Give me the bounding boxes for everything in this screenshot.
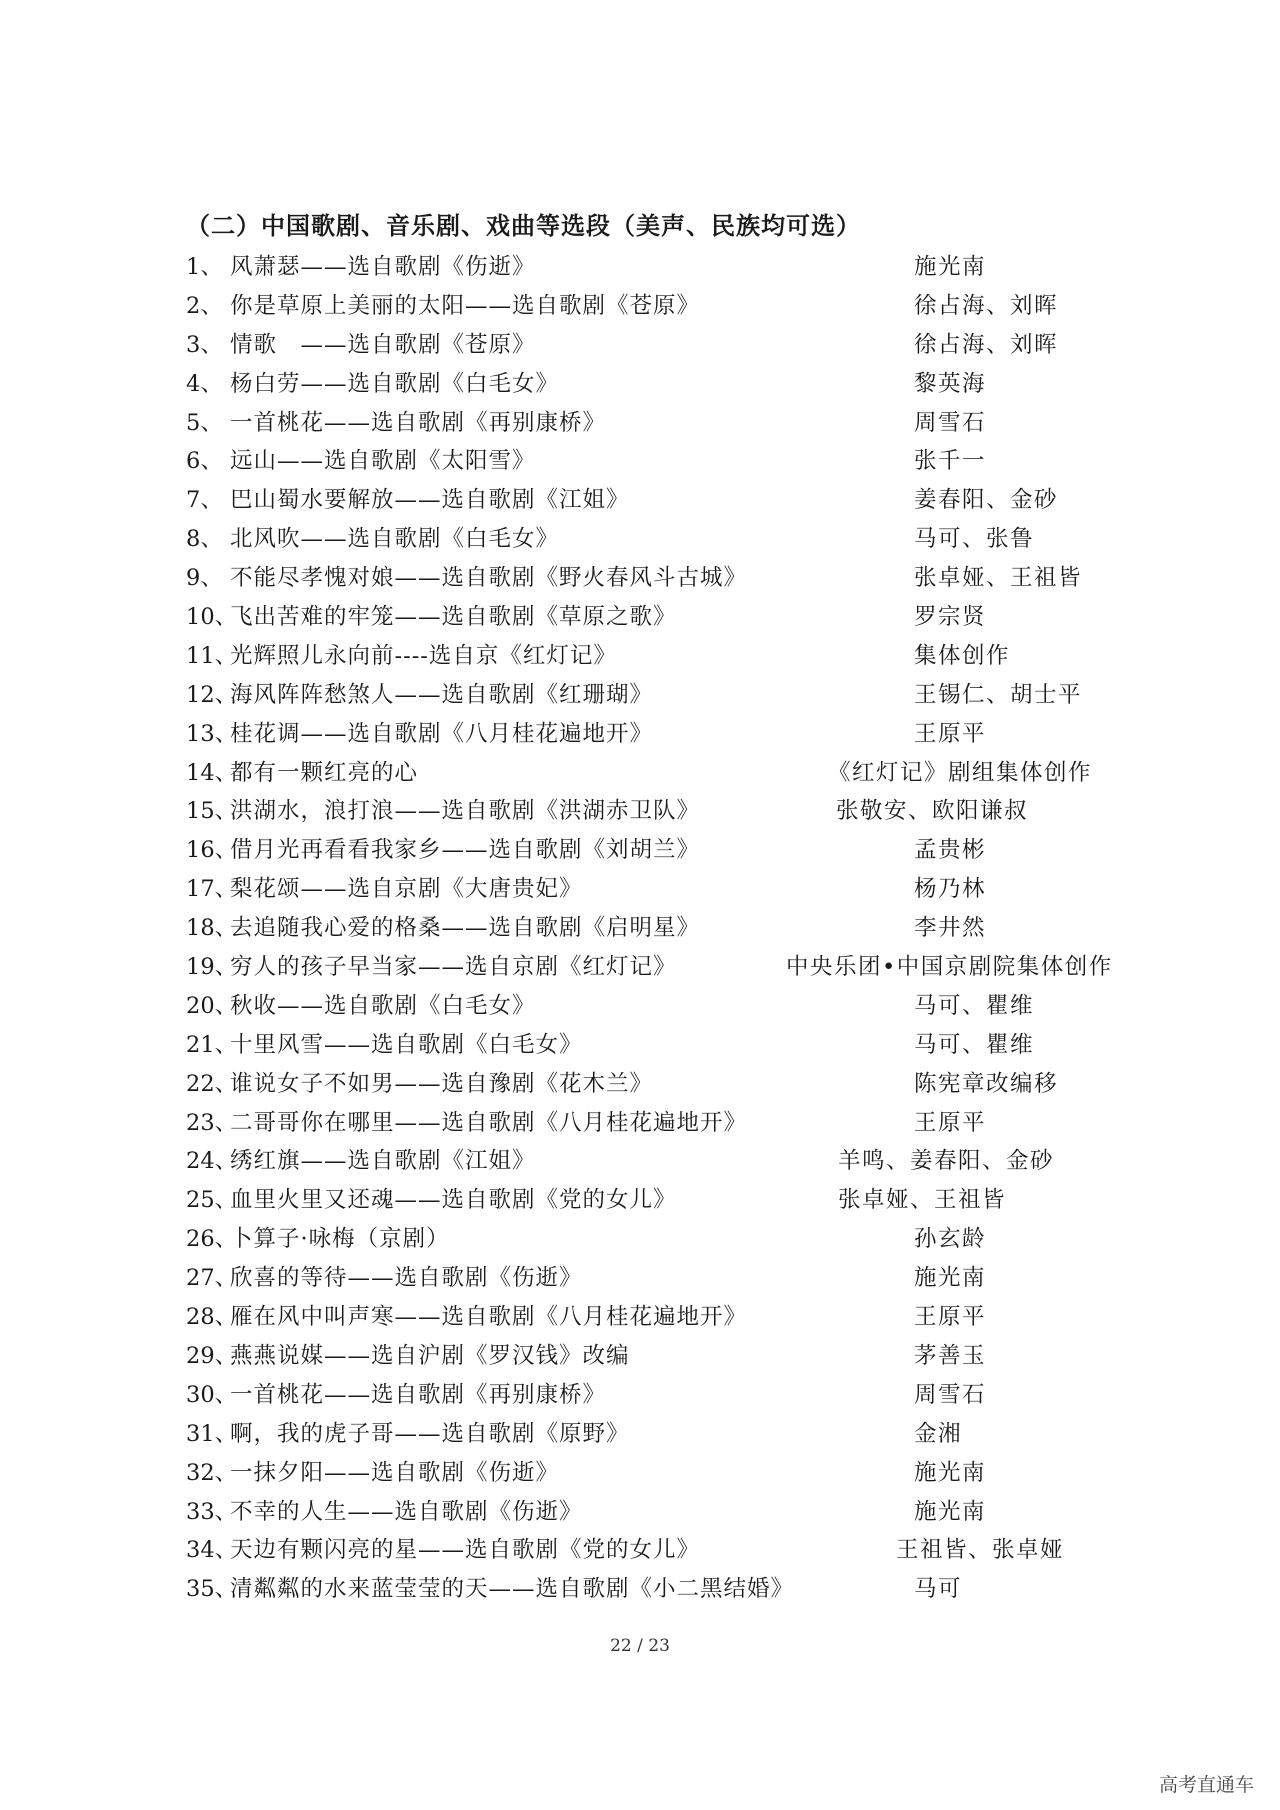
item-author: 马可、瞿维 bbox=[914, 992, 1035, 1019]
item-title: 海风阵阵愁煞人——选自歌剧《红珊瑚》 bbox=[230, 681, 654, 708]
list-item bbox=[186, 948, 1146, 987]
list-item bbox=[186, 520, 1146, 559]
page-number: 22 / 23 bbox=[610, 1636, 670, 1656]
item-number: 34、 bbox=[186, 1537, 238, 1564]
item-title: 一抹夕阳——选自歌剧《伤逝》 bbox=[230, 1459, 560, 1486]
list-item bbox=[186, 1181, 1146, 1220]
section-heading: （二）中国歌剧、音乐剧、戏曲等选段（美声、民族均可选） bbox=[186, 212, 861, 240]
list-item bbox=[186, 598, 1146, 637]
list-item bbox=[186, 442, 1146, 481]
item-author: 王祖皆、张卓娅 bbox=[896, 1537, 1065, 1564]
item-number: 11、 bbox=[186, 642, 238, 669]
list-item bbox=[186, 676, 1146, 715]
list-item bbox=[186, 1415, 1146, 1454]
item-title: 远山——选自歌剧《太阳雪》 bbox=[230, 448, 536, 475]
item-title: 风萧瑟——选自歌剧《伤逝》 bbox=[230, 254, 536, 280]
list-item bbox=[186, 637, 1146, 676]
item-number: 4、 bbox=[186, 370, 223, 397]
item-number: 21、 bbox=[186, 1031, 238, 1058]
item-title: 秋收——选自歌剧《白毛女》 bbox=[230, 992, 536, 1019]
item-title: 雁在风中叫声寒——选自歌剧《八月桂花遍地开》 bbox=[230, 1304, 748, 1331]
item-author: 马可 bbox=[914, 1576, 963, 1603]
list-item bbox=[186, 715, 1146, 754]
item-author: 王锡仁、胡士平 bbox=[914, 681, 1083, 708]
item-title: 你是草原上美丽的太阳——选自歌剧《苍原》 bbox=[230, 292, 701, 319]
list-item bbox=[186, 1454, 1146, 1493]
item-title: 去追随我心爱的格桑——选自歌剧《启明星》 bbox=[230, 915, 701, 942]
item-author: 陈宪章改编移 bbox=[914, 1070, 1059, 1097]
list-item bbox=[186, 1493, 1146, 1532]
item-author: 黎英海 bbox=[914, 370, 987, 397]
item-number: 33、 bbox=[186, 1498, 238, 1525]
item-number: 14、 bbox=[186, 759, 238, 786]
item-title: 光辉照儿永向前----选自京《红灯记》 bbox=[230, 642, 617, 669]
item-author: 马可、瞿维 bbox=[914, 1031, 1035, 1058]
item-title: 啊，我的虎子哥——选自歌剧《原野》 bbox=[230, 1420, 630, 1447]
item-number: 17、 bbox=[186, 876, 238, 903]
item-title: 十里风雪——选自歌剧《白毛女》 bbox=[230, 1031, 583, 1058]
item-author: 王原平 bbox=[914, 1304, 987, 1331]
item-author: 茅善玉 bbox=[914, 1342, 987, 1369]
item-title: 洪湖水，浪打浪——选自歌剧《洪湖赤卫队》 bbox=[230, 798, 701, 825]
list-item bbox=[186, 559, 1146, 598]
item-author: 中央乐团•中国京剧院集体创作 bbox=[786, 954, 1113, 981]
item-number: 23、 bbox=[186, 1109, 238, 1136]
item-author: 施光南 bbox=[914, 1265, 987, 1292]
item-title: 血里火里又还魂——选自歌剧《党的女儿》 bbox=[230, 1187, 677, 1214]
item-number: 26、 bbox=[186, 1226, 238, 1253]
item-author: 集体创作 bbox=[914, 642, 1011, 669]
item-title: 飞出苦难的牢笼——选自歌剧《草原之歌》 bbox=[230, 604, 677, 631]
item-number: 16、 bbox=[186, 837, 238, 864]
item-author: 徐占海、刘晖 bbox=[914, 331, 1059, 358]
item-title: 谁说女子不如男——选自豫剧《花木兰》 bbox=[230, 1070, 654, 1097]
item-author: 周雪石 bbox=[914, 1381, 987, 1408]
item-author: 马可、张鲁 bbox=[914, 526, 1035, 553]
watermark: 高考直通车 bbox=[1158, 1774, 1254, 1796]
item-title: 燕燕说媒——选自沪剧《罗汉钱》改编 bbox=[230, 1342, 630, 1369]
item-title: 二哥哥你在哪里——选自歌剧《八月桂花遍地开》 bbox=[230, 1109, 748, 1136]
list-item bbox=[186, 1026, 1146, 1065]
item-number: 6、 bbox=[186, 448, 223, 475]
item-title: 借月光再看看我家乡——选自歌剧《刘胡兰》 bbox=[230, 837, 701, 864]
item-number: 18、 bbox=[186, 915, 238, 942]
item-author: 王原平 bbox=[914, 720, 987, 747]
item-number: 3、 bbox=[186, 331, 223, 358]
item-title: 北风吹——选自歌剧《白毛女》 bbox=[230, 526, 560, 553]
item-number: 12、 bbox=[186, 681, 238, 708]
list-item bbox=[186, 754, 1146, 793]
item-title: 都有一颗红亮的心 bbox=[230, 759, 419, 786]
item-title: 卜算子·咏梅（京剧） bbox=[230, 1226, 450, 1253]
list-item bbox=[186, 365, 1146, 404]
item-title: 清粼粼的水来蓝莹莹的天——选自歌剧《小二黑结婚》 bbox=[230, 1576, 795, 1603]
item-number: 8、 bbox=[186, 526, 223, 553]
list-item bbox=[186, 1142, 1146, 1181]
list-item bbox=[186, 792, 1146, 831]
item-author: 李井然 bbox=[914, 915, 987, 942]
item-number: 15、 bbox=[186, 798, 238, 825]
item-number: 1、 bbox=[186, 254, 223, 280]
item-author: 孙玄龄 bbox=[914, 1226, 987, 1253]
list-item bbox=[186, 287, 1146, 326]
item-number: 2、 bbox=[186, 292, 223, 319]
item-author: 羊鸣、姜春阳、金砂 bbox=[838, 1148, 1055, 1175]
item-number: 10、 bbox=[186, 604, 238, 631]
list-item bbox=[186, 1259, 1146, 1298]
item-author: 金湘 bbox=[914, 1420, 963, 1447]
item-author: 张千一 bbox=[914, 448, 987, 475]
item-number: 9、 bbox=[186, 565, 223, 592]
item-title: 一首桃花——选自歌剧《再别康桥》 bbox=[230, 409, 607, 436]
list-item bbox=[186, 1065, 1146, 1104]
item-author: 《红灯记》剧组集体创作 bbox=[828, 759, 1093, 786]
item-number: 27、 bbox=[186, 1265, 238, 1292]
item-author: 张敬安、欧阳谦叔 bbox=[836, 798, 1029, 825]
list-item bbox=[186, 1531, 1146, 1570]
item-number: 32、 bbox=[186, 1459, 238, 1486]
list-item bbox=[186, 831, 1146, 870]
item-number: 7、 bbox=[186, 487, 223, 514]
list-item bbox=[186, 481, 1146, 520]
list-item bbox=[186, 1220, 1146, 1259]
item-author: 王原平 bbox=[914, 1109, 987, 1136]
item-author: 施光南 bbox=[914, 254, 987, 280]
item-title: 梨花颂——选自京剧《大唐贵妃》 bbox=[230, 876, 583, 903]
item-title: 杨白劳——选自歌剧《白毛女》 bbox=[230, 370, 560, 397]
item-number: 35、 bbox=[186, 1576, 238, 1603]
item-number: 5、 bbox=[186, 409, 223, 436]
list-item bbox=[186, 870, 1146, 909]
item-number: 22、 bbox=[186, 1070, 238, 1097]
list-item bbox=[186, 326, 1146, 365]
item-number: 29、 bbox=[186, 1342, 238, 1369]
item-author: 周雪石 bbox=[914, 409, 987, 436]
item-number: 20、 bbox=[186, 992, 238, 1019]
list-item bbox=[186, 1298, 1146, 1337]
item-title: 一首桃花——选自歌剧《再别康桥》 bbox=[230, 1381, 607, 1408]
item-author: 张卓娅、王祖皆 bbox=[914, 565, 1083, 592]
item-author: 徐占海、刘晖 bbox=[914, 292, 1059, 319]
list-item bbox=[186, 1570, 1146, 1609]
list-item bbox=[186, 248, 1146, 287]
item-number: 25、 bbox=[186, 1187, 238, 1214]
item-number: 13、 bbox=[186, 720, 238, 747]
item-title: 情歌 ——选自歌剧《苍原》 bbox=[230, 331, 536, 358]
list-item bbox=[186, 404, 1146, 443]
list-item bbox=[186, 987, 1146, 1026]
item-number: 24、 bbox=[186, 1148, 238, 1175]
item-author: 孟贵彬 bbox=[914, 837, 987, 864]
item-number: 31、 bbox=[186, 1420, 238, 1447]
item-author: 张卓娅、王祖皆 bbox=[838, 1187, 1007, 1214]
item-title: 天边有颗闪亮的星——选自歌剧《党的女儿》 bbox=[230, 1537, 701, 1564]
list-item bbox=[186, 1337, 1146, 1376]
repertoire-list bbox=[186, 248, 1146, 1609]
item-title: 不幸的人生——选自歌剧《伤逝》 bbox=[230, 1498, 583, 1525]
item-number: 28、 bbox=[186, 1304, 238, 1331]
item-author: 施光南 bbox=[914, 1498, 987, 1525]
item-title: 巴山蜀水要解放——选自歌剧《江姐》 bbox=[230, 487, 630, 514]
item-title: 绣红旗——选自歌剧《江姐》 bbox=[230, 1148, 536, 1175]
item-number: 30、 bbox=[186, 1381, 238, 1408]
item-author: 姜春阳、金砂 bbox=[914, 487, 1059, 514]
list-item bbox=[186, 1376, 1146, 1415]
item-title: 桂花调——选自歌剧《八月桂花遍地开》 bbox=[230, 720, 654, 747]
item-author: 施光南 bbox=[914, 1459, 987, 1486]
item-number: 19、 bbox=[186, 954, 238, 981]
list-item bbox=[186, 909, 1146, 948]
item-author: 罗宗贤 bbox=[914, 604, 987, 631]
item-title: 不能尽孝愧对娘——选自歌剧《野火春风斗古城》 bbox=[230, 565, 748, 592]
item-title: 穷人的孩子早当家——选自京剧《红灯记》 bbox=[230, 954, 677, 981]
item-author: 杨乃林 bbox=[914, 876, 987, 903]
list-item bbox=[186, 1104, 1146, 1143]
item-title: 欣喜的等待——选自歌剧《伤逝》 bbox=[230, 1265, 583, 1292]
